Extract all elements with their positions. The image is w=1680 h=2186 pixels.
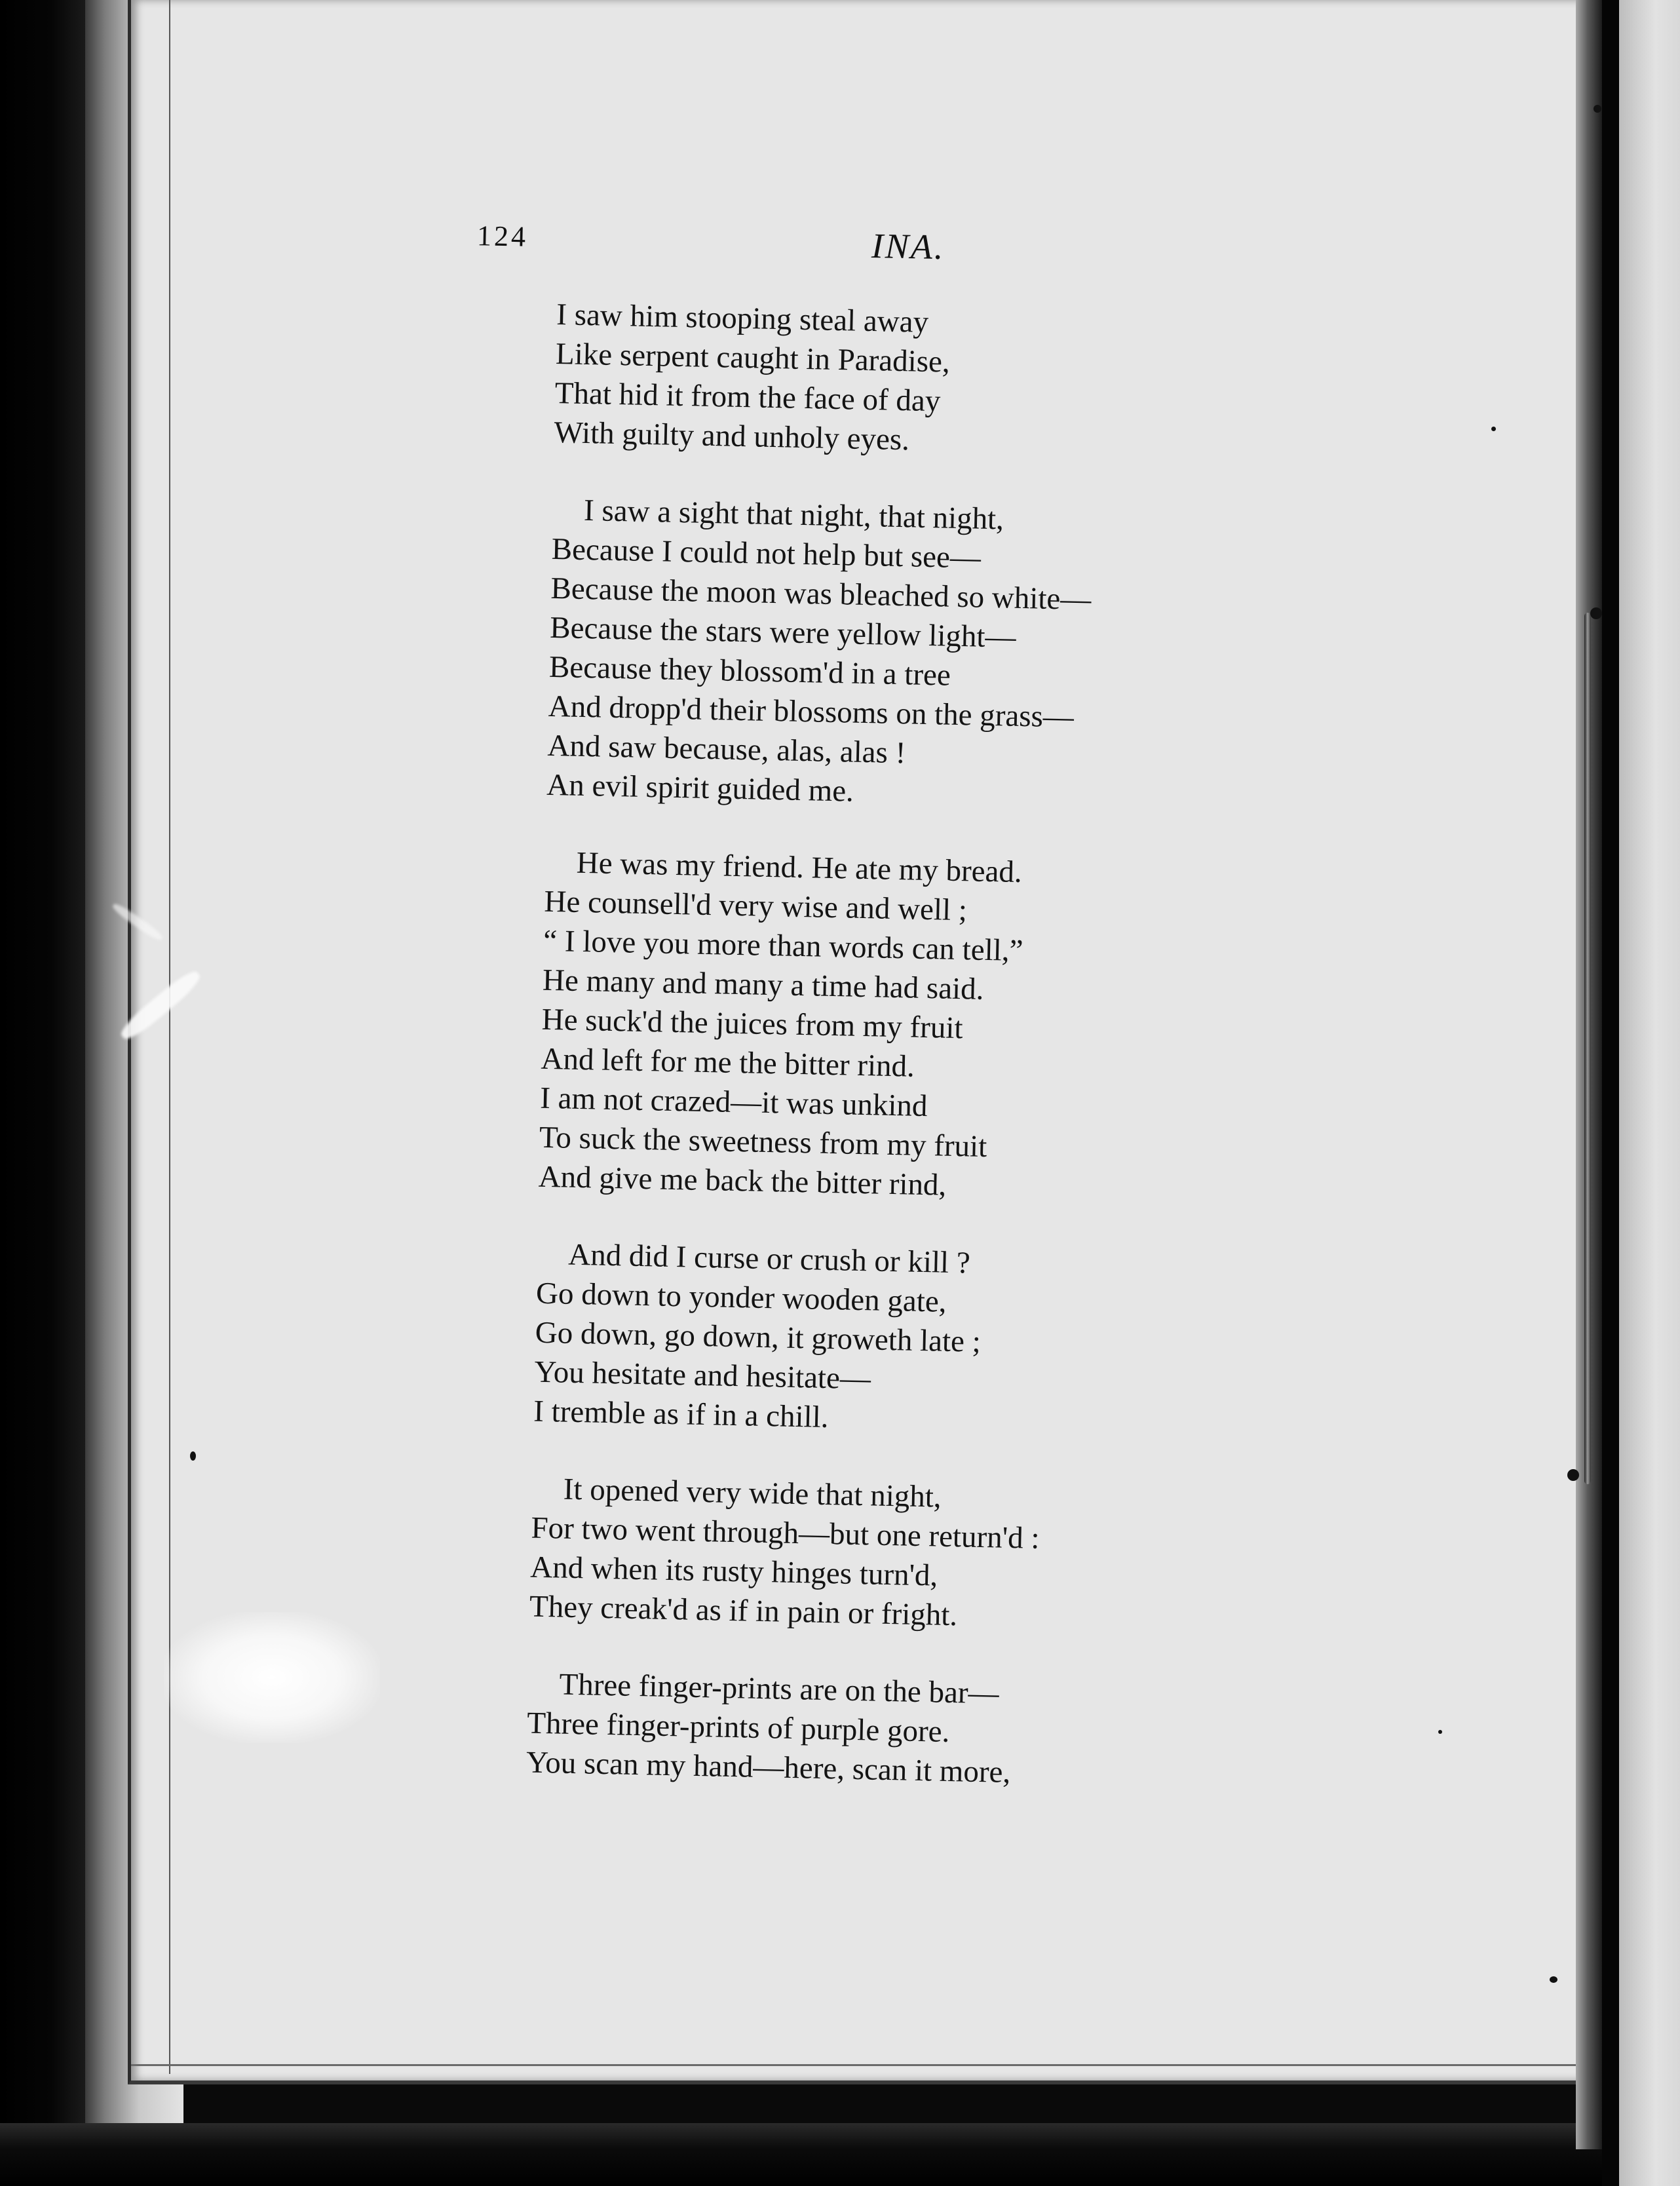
- poem-line: And saw because, alas, alas !: [547, 728, 906, 771]
- poem-line: I am not crazed—it was unkind: [539, 1081, 928, 1124]
- poem-line: He was my friend. He ate my bread.: [576, 845, 1023, 890]
- poem-line: And left for me the bitter rind.: [541, 1041, 915, 1084]
- page-number: 124: [476, 220, 529, 253]
- stanza-lines: [533, 1235, 1324, 1448]
- binding-knot: [1567, 1469, 1579, 1481]
- stanza-lines: [538, 843, 1331, 1213]
- stanza-lines: [546, 490, 1339, 821]
- left-cover-shadow: [0, 0, 85, 2186]
- stanza: [546, 490, 1339, 821]
- poem-line: Because I could not help but see—: [551, 531, 982, 575]
- running-head: [0, 220, 1680, 278]
- paper-stain: [164, 1612, 380, 1743]
- binding-thread: [1584, 613, 1591, 1484]
- poem-line: Because they blossom'd in a tree: [548, 649, 951, 693]
- stanza: [529, 1469, 1318, 1643]
- binding-knot: [1590, 607, 1602, 619]
- running-title: INA.: [871, 226, 946, 267]
- poem-line: “ I love you more than words can tell,”: [543, 923, 1023, 968]
- poem-line: An evil spirit guided me.: [546, 767, 854, 809]
- poem-line: He counsell'd very wise and well ;: [544, 884, 968, 928]
- stanza: [554, 295, 1343, 469]
- poem-line: Three finger-prints of purple gore.: [526, 1706, 950, 1750]
- stanza-lines: [525, 1664, 1314, 1799]
- poem-line: You hesitate and hesitate—: [534, 1354, 871, 1396]
- poem-line: I tremble as if in a chill.: [533, 1394, 830, 1435]
- poem-line: Like serpent caught in Paradise,: [555, 336, 951, 379]
- ink-speck: [1491, 427, 1496, 431]
- poem-line: Because the moon was bleached so white—: [550, 571, 1092, 617]
- poem-line: Go down, go down, it groweth late ;: [535, 1315, 982, 1359]
- bottom-shadow: [0, 2123, 1680, 2186]
- poem-line: With guilty and unholy eyes.: [554, 415, 910, 457]
- poem-line: To suck the sweetness from my fruit: [539, 1120, 987, 1164]
- poem-line: And give me back the bitter rind,: [538, 1159, 947, 1202]
- stanza: [533, 1235, 1324, 1448]
- poem-line: And when its rusty hinges turn'd,: [529, 1550, 938, 1593]
- ink-speck: [1438, 1730, 1442, 1734]
- poem-line: And did I curse or crush or kill ?: [567, 1237, 971, 1280]
- binding-knot: [1594, 105, 1601, 113]
- poem-text: [525, 295, 1343, 1837]
- stanza-lines: [529, 1469, 1318, 1643]
- page-bottom-rule: [131, 2064, 1589, 2066]
- poem-line: He suck'd the juices from my fruit: [541, 1002, 964, 1046]
- poem-line: He many and many a time had said.: [542, 963, 984, 1007]
- poem-line: They creak'd as if in pain or fright.: [529, 1589, 958, 1633]
- stanza: [525, 1664, 1314, 1799]
- poem-line: That hid it from the face of day: [554, 375, 941, 419]
- poem-line: It opened very wide that night,: [563, 1472, 942, 1514]
- stanza-lines: [554, 295, 1343, 469]
- poem-line: I saw him stooping steal away: [556, 297, 929, 339]
- ink-speck: [190, 1451, 196, 1461]
- poem-line: Because the stars were yellow light—: [549, 610, 1017, 655]
- poem-line: I saw a sight that night, that night,: [583, 493, 1004, 537]
- poem-line: Go down to yonder wooden gate,: [535, 1276, 947, 1319]
- facing-page-edge: [1619, 0, 1680, 2186]
- page-edge-rule: [169, 0, 170, 2074]
- stanza: [538, 843, 1331, 1213]
- gutter-shadow: [1602, 0, 1619, 2186]
- poem-line: And dropp'd their blossoms on the grass—: [548, 689, 1075, 735]
- binding-knot: [1550, 1976, 1557, 1983]
- poem-line: For two went through—but one return'd :: [531, 1510, 1040, 1556]
- poem-line: Three finger-prints are on the bar—: [559, 1667, 1000, 1711]
- poem-line: You scan my hand—here, scan it more,: [525, 1745, 1011, 1790]
